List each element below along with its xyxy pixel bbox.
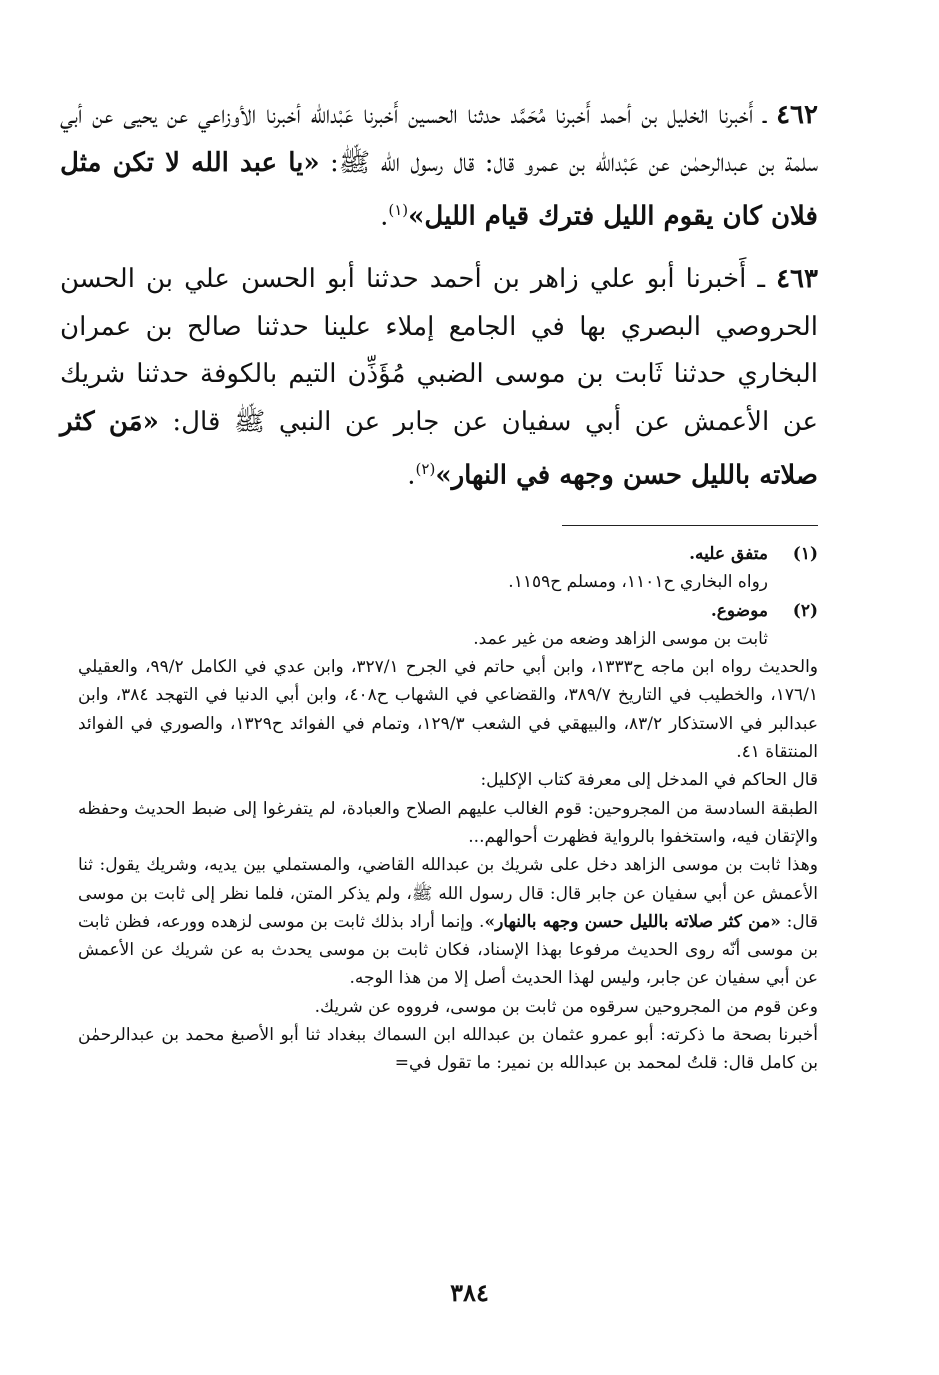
hadith-462 bbox=[60, 92, 818, 241]
footnote-head bbox=[78, 540, 818, 568]
footnote-ref: (١) bbox=[388, 201, 409, 219]
footnote-paragraph: قال الحاكم في المدخل إلى معرفة كتاب الإكليل: bbox=[480, 770, 818, 791]
hadith-quote: «مَن كثر صلاته بالليل حسن وجهه في النهار» bbox=[60, 406, 818, 491]
page-number: ٣٨٤ bbox=[450, 1278, 489, 1307]
footnote-number: (١) bbox=[792, 544, 818, 564]
footnote-separator bbox=[562, 525, 818, 526]
main-text bbox=[60, 92, 818, 515]
footnote-quote: «من كثر صلاته بالليل حسن وجهه بالنهار» bbox=[484, 911, 781, 932]
hadith-end: . bbox=[380, 201, 389, 232]
footnote-line: ثابت بن موسى الزاهد وضعه من غير عمد. bbox=[473, 628, 768, 649]
footnote-title: متفق عليه. bbox=[689, 544, 768, 564]
hadith-chain: ـ أَخبرنا أبو علي زاهر بن أحمد حدثنا أبو الحسن علي بن الحسن الحروصي البصري بها في الجامع إملاء علينا حدثنا صالح بن عمران البخاري حدثنا ثَابت بن موسى الضبي مُؤَذِّن التيم بالكوفة حدثنا شريك عن الأعمش عن أبي سفيان عن جابر عن النبي ﷺ قال: bbox=[60, 264, 818, 437]
footnote-ref: (٢) bbox=[415, 460, 436, 479]
footnote-text: . وإنما أراد بذلك ثابت بن موسى لزهده وورعه، فظن ثابت بن موسى أنّه روى الحديث مرفوعا بهذا الإسناد، فكان ثابت بن موسى يحدث به عن شريك عن الأعمش عن أبي سفيان عن جابر، وليس لهذا الحديث أصل إلا من هذا الوجه. bbox=[78, 911, 818, 989]
hadith-463 bbox=[60, 256, 818, 500]
footnote-number: (٢) bbox=[792, 600, 818, 621]
hadith-number: ٤٦٣ bbox=[776, 264, 818, 295]
footnotes bbox=[78, 540, 818, 1078]
hadith-number: ٤٦٢ bbox=[776, 100, 818, 130]
hadith-quote: «يا عبد الله لا تكن مثل فلان كان يقوم الليل فترك قيام الليل» bbox=[60, 147, 818, 232]
footnote-head bbox=[78, 597, 818, 625]
footnote-paragraph: أخبرنا بصحة ما ذكرته: أبو عمرو عثمان بن عبدالله ابن السماك ببغداد ثنا أبو الأصبغ محمد بن عبدالرحمٰن بن كامل قال: قلتُ لمحمد بن عبدالله بن نمير: ما تقول في= bbox=[78, 1025, 818, 1074]
footnote-title: موضوع. bbox=[710, 600, 768, 621]
footnote-1 bbox=[78, 540, 818, 597]
hadith-chain: ـ أَخبرنا الخليل بن أحمد أَخبرنا مُحَمَّد حدثنا الحسين أَخبرنا عَبْدالله أخبرنا الأوزاعي عن يحيى عن أبي سلمة بن عبدالرحمٰن عن عَبْدالله بن عمرو قال: قال رسول الله ﷺ: bbox=[60, 100, 819, 178]
footnote-paragraph bbox=[78, 851, 818, 992]
footnote-text: وهذا ثابت بن موسى الزاهد دخل على شريك بن عبدالله القاضي، والمستملي بين يديه، وشريك يقول: ثنا الأعمش عن أبي سفيان عن جابر قال: قال رسول الله ﷺ، ولم يذكر المتن، فلما نظر إلى ثابت بن موسى قال: bbox=[78, 855, 819, 932]
footnote-paragraph: وعن قوم من المجروحين سرقوه من ثابت بن موسى، فرووه عن شريك. bbox=[314, 996, 818, 1017]
footnote-2 bbox=[78, 597, 818, 1078]
hadith-end: . bbox=[407, 460, 416, 491]
footnote-paragraph: الطبقة السادسة من المجروحين: قوم الغالب عليهم الصلاح والعبادة، لم يتفرغوا إلى ضبط الحديث وحفظه والإتقان فيه، واستخفوا بالرواية فظهرت أحوالهم... bbox=[78, 798, 818, 847]
footnote-body: رواه البخاري ح١١٠١، ومسلم ح١١٥٩. bbox=[508, 572, 768, 593]
footnote-paragraph: والحديث رواه ابن ماجه ح١٣٣٣، وابن أبي حاتم في الجرح ٣٢٧/١، وابن عدي في الكامل ٩٩/٢، والعقيلي ١٧٦/١، والخطيب في التاريخ ٣٨٩/٧، والقضاعي في الشهاب ح٤٠٨، وابن أبي الدنيا في التهجد ٣٨٤، وابن عبدالبر في الاستذكار ٨٣/٢، والبيهقي في الشعب ١٢٩/٣، وتمام في الفوائد ح١٣٢٩، والصوري في الفوائد المنتقاة ٤١. bbox=[78, 657, 819, 763]
